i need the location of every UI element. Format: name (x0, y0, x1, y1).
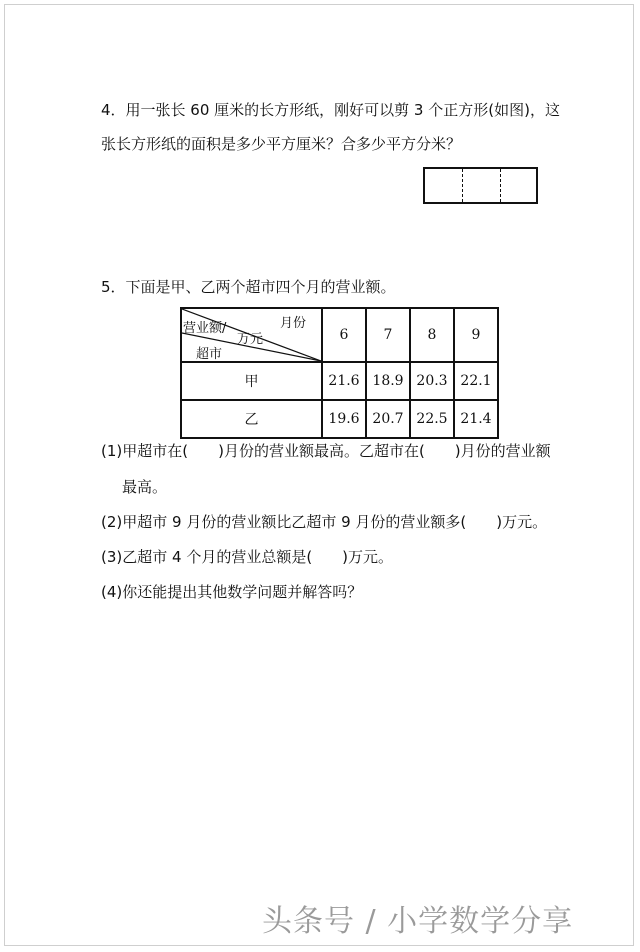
value-cell: 20.7 (366, 400, 410, 438)
month-cell: 9 (454, 308, 498, 362)
table-header-row (181, 308, 498, 362)
q5-sub4: (4)你还能提出其他数学问题并解答吗？ (101, 583, 363, 601)
month-cell: 7 (366, 308, 410, 362)
sales-table (180, 307, 499, 439)
value-cell: 21.4 (454, 400, 498, 438)
value-cell: 20.3 (410, 362, 454, 400)
month-cell: 6 (322, 308, 366, 362)
q4-text-line2: 张长方形纸的面积是多少平方厘米？合多少平方分米？ (101, 135, 462, 153)
q5-sub3: (3)乙超市 4 个月的营业总额是( )万元。 (101, 548, 394, 566)
diagonal-header-cell (181, 308, 322, 362)
value-cell: 22.1 (454, 362, 498, 400)
value-cell: 19.6 (322, 400, 366, 438)
dashed-divider-2 (500, 169, 501, 202)
month-cell: 8 (410, 308, 454, 362)
value-cell: 18.9 (366, 362, 410, 400)
table-row (181, 400, 498, 438)
header-month-label: 月份 (280, 316, 307, 331)
value-cell: 22.5 (410, 400, 454, 438)
store-cell: 甲 (181, 362, 322, 400)
value-cell: 21.6 (322, 362, 366, 400)
q5-intro: 5．下面是甲、乙两个超市四个月的营业额。 (101, 278, 396, 296)
q4-text-line1: 4．用一张长 60 厘米的长方形纸，刚好可以剪 3 个正方形(如图)，这 (101, 101, 560, 119)
header-unit-label: 万元 (237, 332, 264, 347)
store-cell: 乙 (181, 400, 322, 438)
header-revenue-label: 营业额/ (183, 321, 227, 336)
table-row (181, 362, 498, 400)
q5-sub1-line1: (1)甲超市在( )月份的营业额最高。乙超市在( )月份的营业额 (101, 442, 551, 460)
q5-sub1-line2: 最高。 (122, 478, 168, 496)
rectangle-three-squares-figure (423, 167, 538, 204)
q5-sub2: (2)甲超市 9 月份的营业额比乙超市 9 月份的营业额多( )万元。 (101, 513, 548, 531)
dashed-divider-1 (462, 169, 463, 202)
watermark: 头条号 / 小学数学分享 (262, 904, 574, 939)
header-store-label: 超市 (196, 347, 223, 362)
